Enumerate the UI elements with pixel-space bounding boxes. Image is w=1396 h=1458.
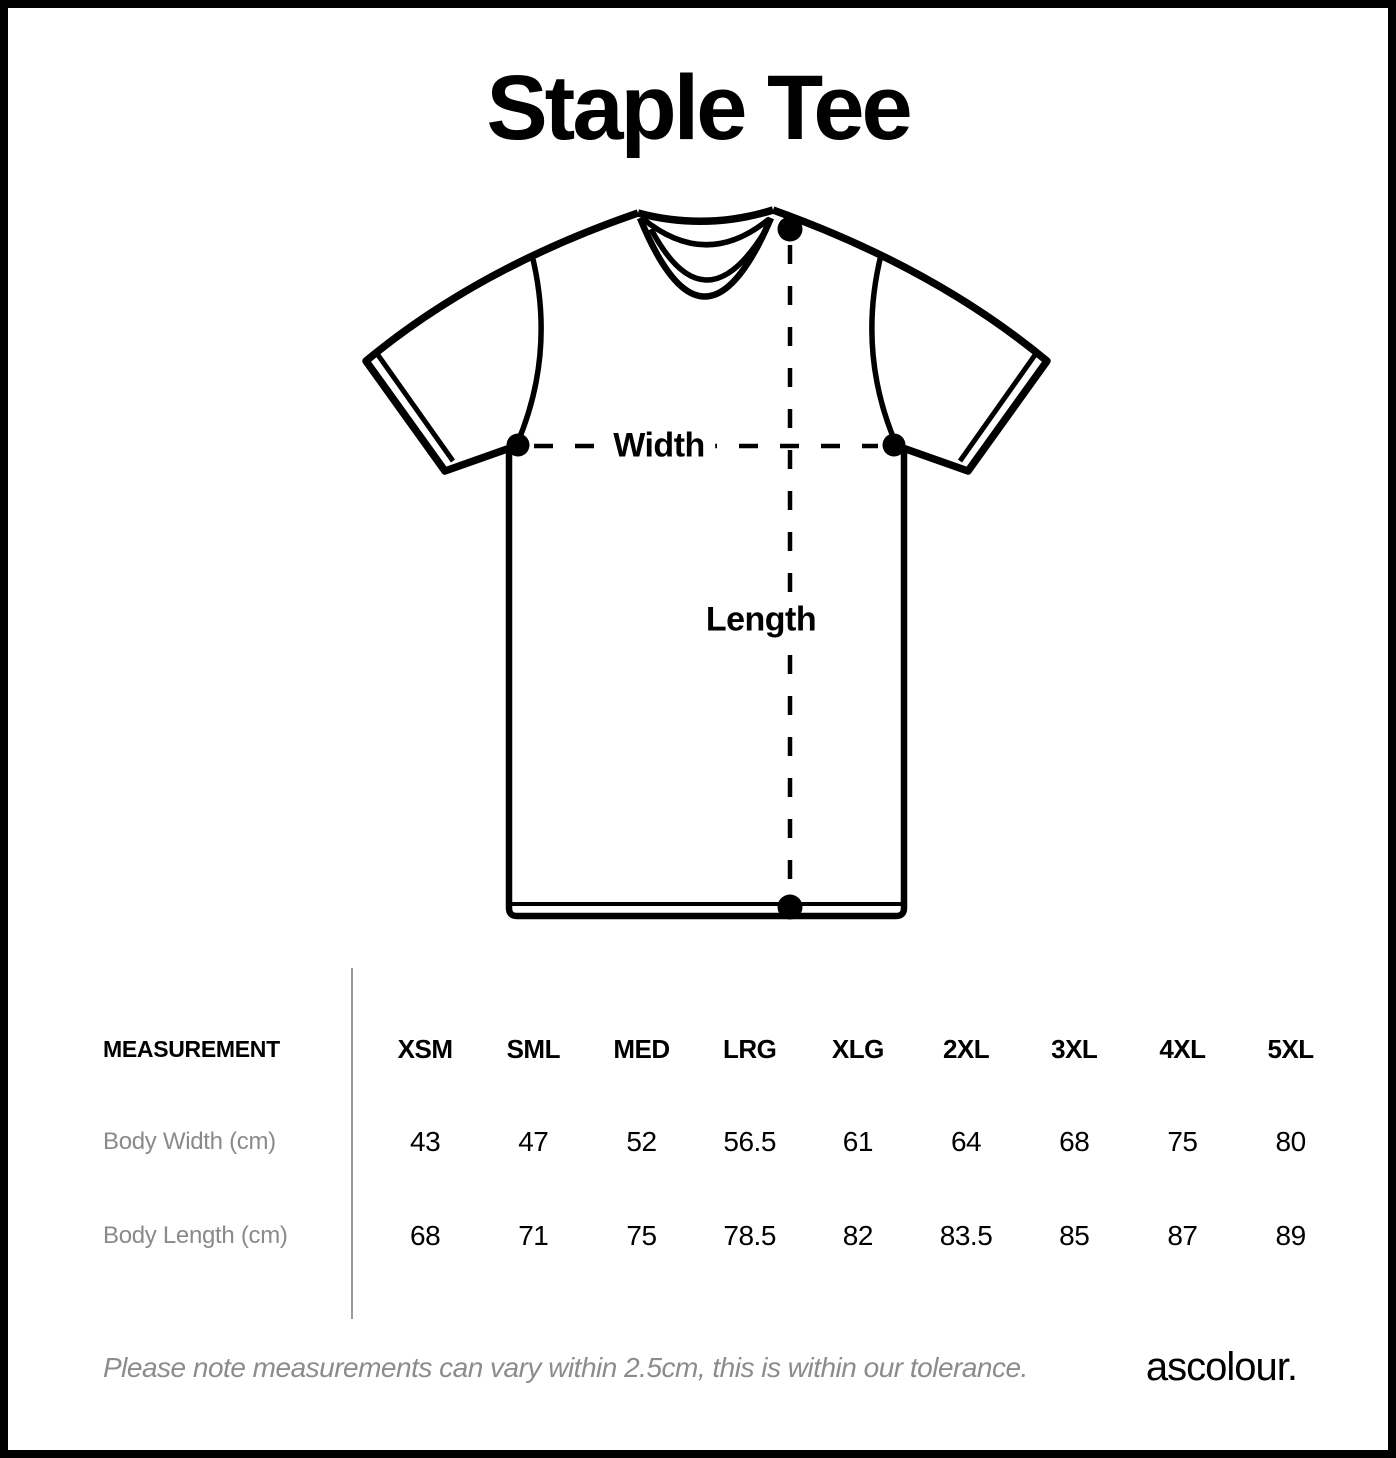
size-header-3xl: 3XL [1051, 1033, 1098, 1064]
size-header-5xl: 5XL [1267, 1033, 1314, 1064]
size-header-xsm: XSM [397, 1033, 453, 1064]
size-header-xlg: XLG [831, 1033, 884, 1064]
left-sleeve-outline [366, 213, 638, 471]
value-cell: 75 [1167, 1126, 1198, 1157]
table-row-body-width [8, 1119, 1396, 1165]
value-cell: 75 [626, 1220, 657, 1251]
shirt-body-outline [509, 446, 904, 916]
value-cell: 52 [626, 1126, 657, 1157]
value-cell: 68 [1059, 1126, 1090, 1157]
width-measure-label: Width [603, 425, 715, 468]
table-header-row [8, 1026, 1396, 1072]
value-cell: 43 [410, 1126, 441, 1157]
value-cell: 85 [1059, 1220, 1090, 1251]
value-cell: 56.5 [723, 1126, 776, 1157]
tshirt-diagram [338, 193, 1078, 933]
collar-top-edge [638, 210, 773, 221]
value-cell: 61 [842, 1126, 873, 1157]
measurement-header-cell: MEASUREMENT [103, 1035, 280, 1062]
value-cell: 47 [518, 1126, 549, 1157]
tolerance-note: Please note measurements can vary within 2.5cm, this is within our tolerance. [103, 1352, 1028, 1383]
value-cell: 87 [1167, 1220, 1198, 1251]
table-row-body-length [8, 1213, 1396, 1259]
right-armpit-dot [883, 434, 906, 457]
right-cuff-line [960, 355, 1035, 461]
length-measure-label: Length [696, 599, 826, 642]
value-cell: 71 [518, 1220, 549, 1251]
value-cell: 80 [1275, 1126, 1306, 1157]
hem-point-dot [778, 895, 803, 920]
ascolour-logo: ascolour. [1145, 1345, 1297, 1389]
value-cell: 78.5 [723, 1220, 776, 1251]
value-cell: 64 [950, 1126, 982, 1157]
left-armhole-seam [517, 255, 541, 444]
size-header-sml: SML [506, 1033, 560, 1064]
size-header-4xl: 4XL [1159, 1033, 1206, 1064]
value-cell: 68 [410, 1220, 441, 1251]
left-armpit-dot [507, 434, 530, 457]
row-label-body-length: Body Length (cm) [103, 1222, 288, 1249]
right-armhole-seam [872, 255, 896, 444]
size-header-med: MED [613, 1033, 670, 1064]
page-title: Staple Tee [486, 57, 910, 159]
size-header-2xl: 2XL [942, 1033, 990, 1064]
value-cell: 83.5 [939, 1220, 993, 1251]
left-cuff-line [378, 355, 453, 461]
value-cell: 89 [1275, 1220, 1306, 1251]
size-header-lrg: LRG [722, 1033, 777, 1064]
row-label-body-width: Body Width (cm) [103, 1128, 276, 1155]
shoulder-point-dot [778, 217, 803, 242]
value-cell: 82 [842, 1220, 873, 1251]
right-sleeve-outline [773, 210, 1047, 471]
